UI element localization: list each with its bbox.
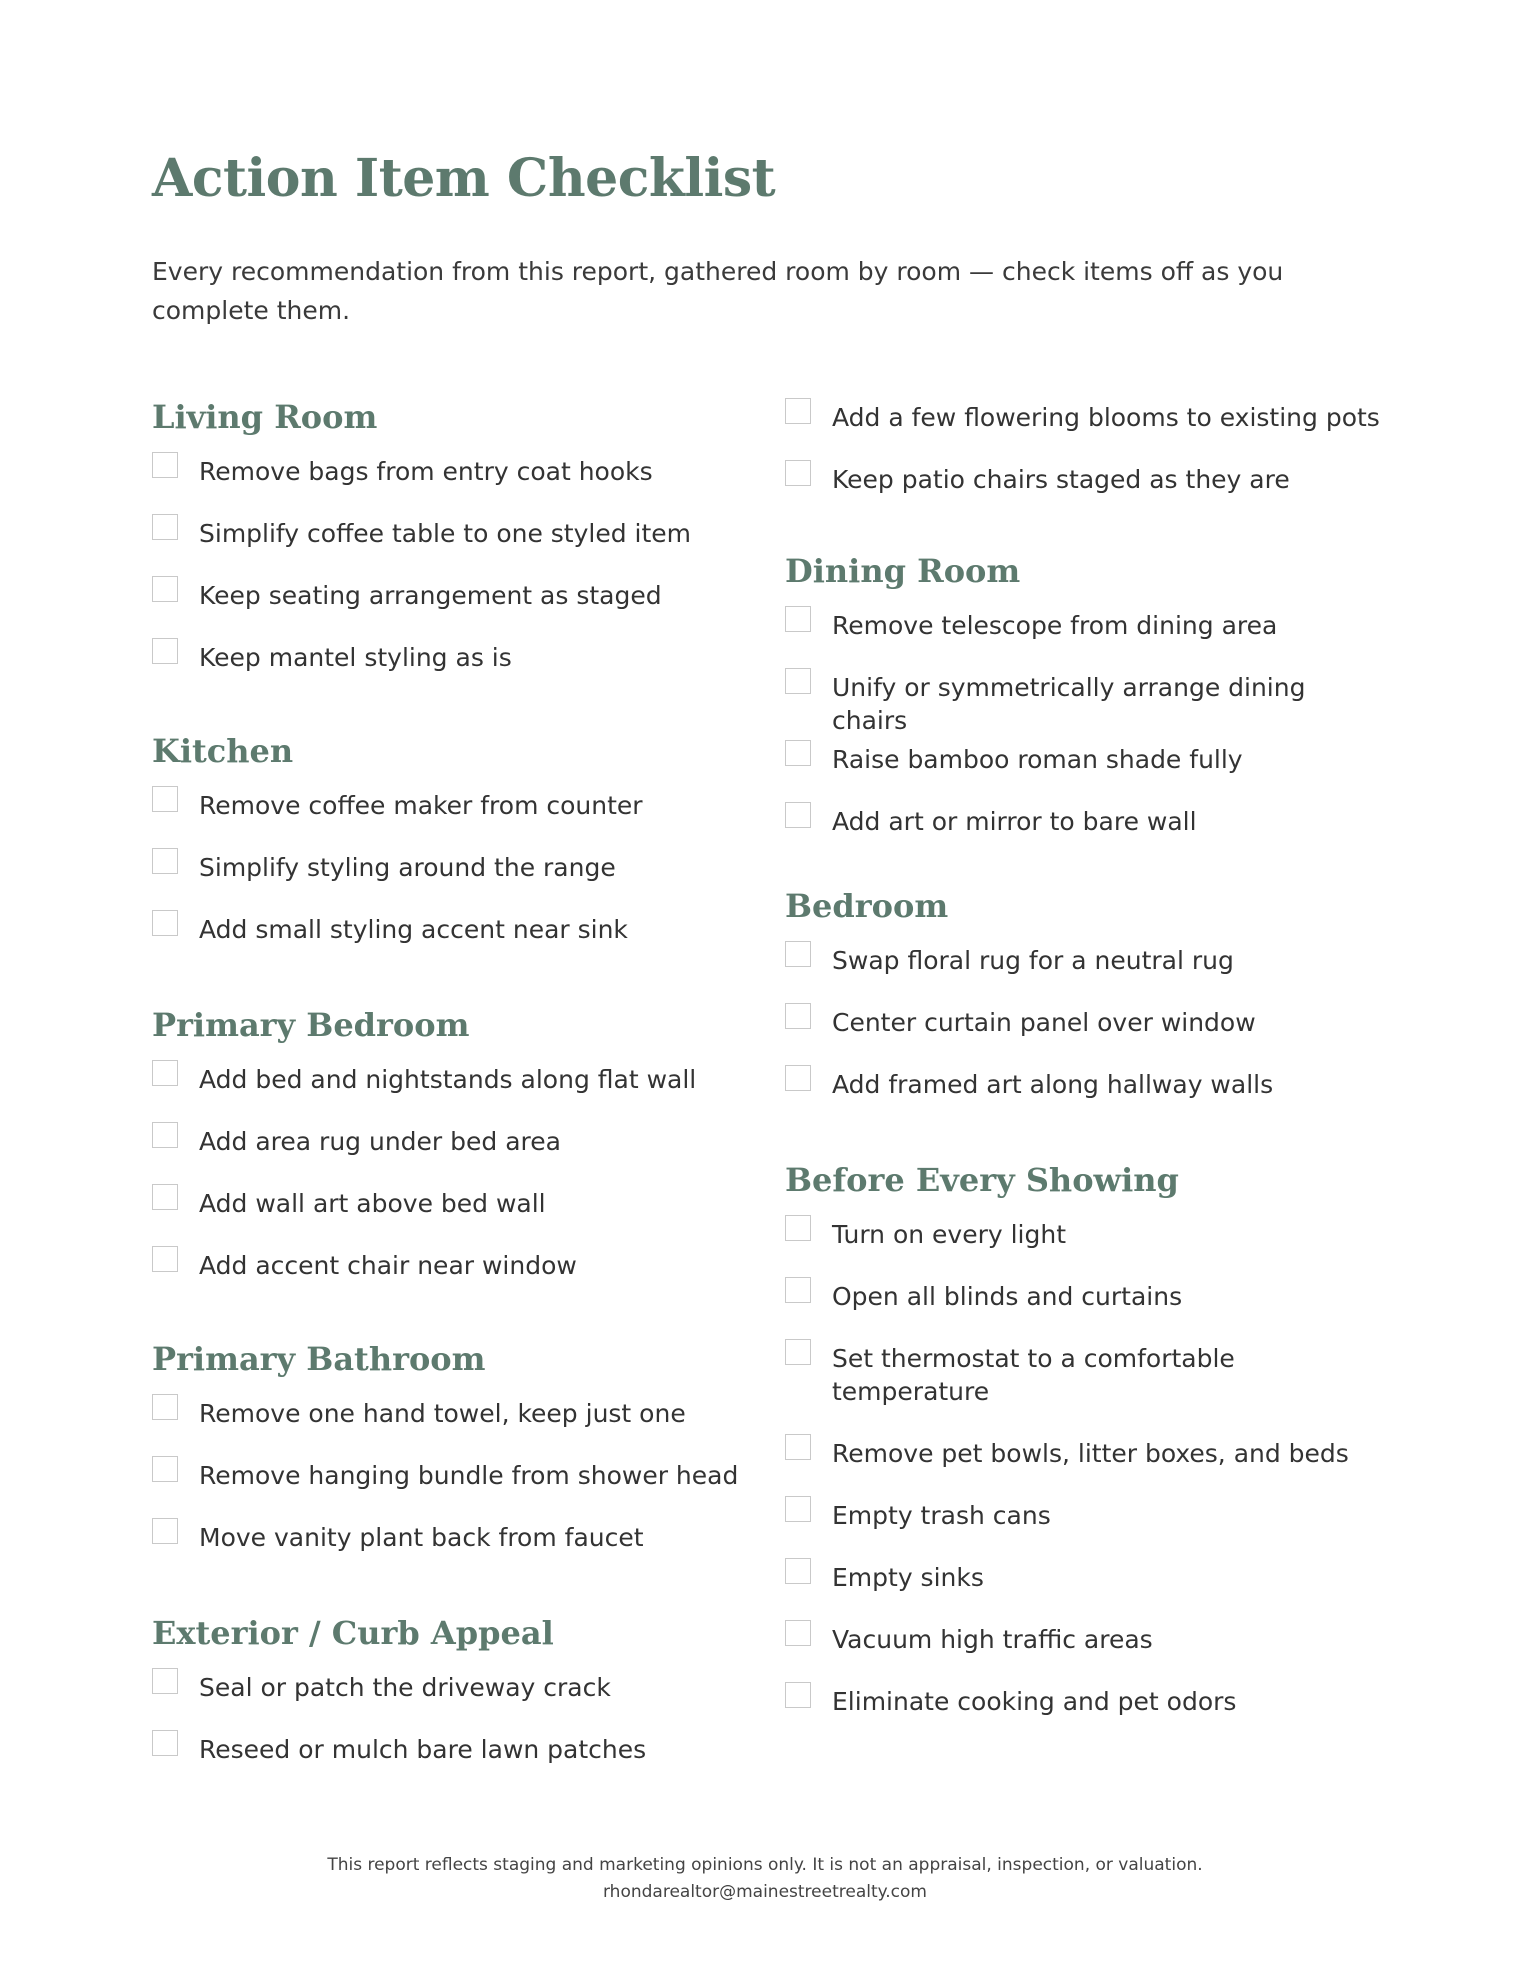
checklist-item: [152, 1453, 752, 1515]
item-label: Add framed art along hallway walls: [832, 1070, 1274, 1099]
item-label: Unify or symmetrically arrange dining chairs: [832, 673, 1306, 735]
checklist-item: [785, 1212, 1385, 1274]
section-exterior-continued: [785, 395, 1385, 519]
item-label: Remove one hand towel, keep just one: [199, 1399, 686, 1428]
checkbox[interactable]: [785, 1620, 811, 1646]
section-kitchen: [152, 724, 752, 969]
item-label: Reseed or mulch bare lawn patches: [199, 1735, 647, 1764]
checkbox[interactable]: [152, 848, 178, 874]
section-heading: Dining Room: [785, 552, 1021, 590]
item-label: Remove coffee maker from counter: [199, 791, 643, 820]
section-dining-room: [785, 544, 1385, 861]
item-label: Vacuum high traffic areas: [832, 1625, 1153, 1654]
checkbox[interactable]: [152, 910, 178, 936]
checklist-item: [152, 1515, 752, 1577]
checklist-item: [785, 1336, 1385, 1431]
checklist-item: [152, 635, 752, 697]
section-exterior-curb-appeal: [152, 1606, 752, 1789]
checklist-item: [152, 1243, 752, 1305]
item-label: Move vanity plant back from faucet: [199, 1523, 644, 1552]
checklist-item: [785, 395, 1385, 457]
item-label: Keep patio chairs staged as they are: [832, 465, 1290, 494]
checkbox[interactable]: [152, 1184, 178, 1210]
checklist-item: [785, 457, 1385, 519]
checkbox[interactable]: [785, 941, 811, 967]
item-label: Set thermostat to a comfortable temperature: [832, 1344, 1235, 1406]
checklist-item: [785, 1555, 1385, 1617]
checklist-item: [152, 1665, 752, 1727]
checklist-item: [152, 845, 752, 907]
checklist-item: [785, 1617, 1385, 1679]
checklist-item: [785, 665, 1385, 737]
checkbox[interactable]: [785, 1434, 811, 1460]
checklist-page: [152, 0, 1382, 1980]
item-label: Empty sinks: [832, 1563, 984, 1592]
checklist-item: [785, 603, 1385, 665]
checkbox[interactable]: [152, 1060, 178, 1086]
item-label: Empty trash cans: [832, 1501, 1051, 1530]
checklist-item: [152, 511, 752, 573]
section-heading: Before Every Showing: [785, 1161, 1179, 1199]
section-heading: Primary Bedroom: [152, 1006, 470, 1044]
item-label: Simplify styling around the range: [199, 853, 616, 882]
checkbox[interactable]: [152, 514, 178, 540]
checklist-item: [785, 1000, 1385, 1062]
checkbox[interactable]: [152, 1730, 178, 1756]
item-label: Add art or mirror to bare wall: [832, 807, 1197, 836]
item-label: Keep mantel styling as is: [199, 643, 512, 672]
checkbox[interactable]: [152, 1668, 178, 1694]
item-label: Center curtain panel over window: [832, 1008, 1256, 1037]
checklist-item: [152, 1119, 752, 1181]
section-heading: Primary Bathroom: [152, 1340, 486, 1378]
item-label: Swap floral rug for a neutral rug: [832, 946, 1234, 975]
item-label: Add bed and nightstands along flat wall: [199, 1065, 697, 1094]
checklist-item: [152, 1181, 752, 1243]
checkbox[interactable]: [785, 668, 811, 694]
item-label: Raise bamboo roman shade fully: [832, 745, 1243, 774]
item-label: Simplify coffee table to one styled item: [199, 519, 692, 548]
checklist-item: [785, 737, 1385, 799]
item-label: Remove bags from entry coat hooks: [199, 457, 653, 486]
item-label: Eliminate cooking and pet odors: [832, 1687, 1237, 1716]
checkbox[interactable]: [785, 460, 811, 486]
checkbox[interactable]: [785, 740, 811, 766]
section-heading: Bedroom: [785, 887, 949, 925]
checkbox[interactable]: [152, 1456, 178, 1482]
section-living-room: [152, 390, 752, 697]
item-label: Remove pet bowls, litter boxes, and beds: [832, 1439, 1349, 1468]
section-heading: Living Room: [152, 398, 378, 436]
section-primary-bathroom: [152, 1332, 752, 1577]
checkbox[interactable]: [785, 1496, 811, 1522]
checklist-item: [785, 799, 1385, 861]
checkbox[interactable]: [152, 452, 178, 478]
item-label: Open all blinds and curtains: [832, 1282, 1183, 1311]
item-label: Turn on every light: [832, 1220, 1067, 1249]
section-before-every-showing: [785, 1153, 1385, 1741]
checklist-item: [152, 783, 752, 845]
checkbox[interactable]: [785, 398, 811, 424]
checkbox[interactable]: [152, 1394, 178, 1420]
checklist-item: [152, 907, 752, 969]
item-label: Seal or patch the driveway crack: [199, 1673, 611, 1702]
checklist-item: [152, 573, 752, 635]
checklist-item: [152, 1057, 752, 1119]
checkbox[interactable]: [152, 638, 178, 664]
section-bedroom: [785, 879, 1385, 1124]
item-label: Remove telescope from dining area: [832, 611, 1278, 640]
section-primary-bedroom: [152, 998, 752, 1305]
checkbox[interactable]: [152, 576, 178, 602]
footer-disclaimer: This report reflects staging and marketing opinions only. It is not an appraisal, inspection, or valuation.: [327, 1855, 1203, 1875]
checkbox[interactable]: [785, 606, 811, 632]
checklist-item: [785, 1431, 1385, 1493]
checkbox[interactable]: [785, 1339, 811, 1365]
section-heading: Kitchen: [152, 732, 294, 770]
checkbox[interactable]: [785, 1003, 811, 1029]
item-label: Add small styling accent near sink: [199, 915, 628, 944]
checklist-item: [785, 1062, 1385, 1124]
checkbox[interactable]: [785, 1682, 811, 1708]
item-label: Remove hanging bundle from shower head: [199, 1461, 739, 1490]
footer: [0, 1852, 1530, 1906]
section-heading: Exterior / Curb Appeal: [152, 1614, 554, 1652]
checkbox[interactable]: [152, 1246, 178, 1272]
checkbox[interactable]: [785, 1065, 811, 1091]
checkbox[interactable]: [152, 1518, 178, 1544]
item-label: Add wall art above bed wall: [199, 1189, 546, 1218]
checklist-item: [785, 1274, 1385, 1336]
item-label: Add accent chair near window: [199, 1251, 577, 1280]
checkbox[interactable]: [785, 1277, 811, 1303]
checkbox[interactable]: [785, 1558, 811, 1584]
checkbox[interactable]: [785, 1215, 811, 1241]
footer-email[interactable]: rhondarealtor@mainestreetrealty.com: [602, 1882, 927, 1902]
checklist-item: [785, 938, 1385, 1000]
item-label: Add a few flowering blooms to existing pots: [832, 403, 1380, 432]
checklist-item: [152, 449, 752, 511]
item-label: Keep seating arrangement as staged: [199, 581, 662, 610]
intro-text: Every recommendation from this report, gathered room by room — check items off as you complete them.: [152, 257, 1284, 325]
item-label: Add area rug under bed area: [199, 1127, 561, 1156]
checklist-item: [785, 1493, 1385, 1555]
checkbox[interactable]: [152, 1122, 178, 1148]
checkbox[interactable]: [152, 786, 178, 812]
checklist-item: [152, 1391, 752, 1453]
checklist-item: [785, 1679, 1385, 1741]
checkbox[interactable]: [785, 802, 811, 828]
checklist-item: [152, 1727, 752, 1789]
page-title: Action Item Checklist: [152, 148, 776, 209]
